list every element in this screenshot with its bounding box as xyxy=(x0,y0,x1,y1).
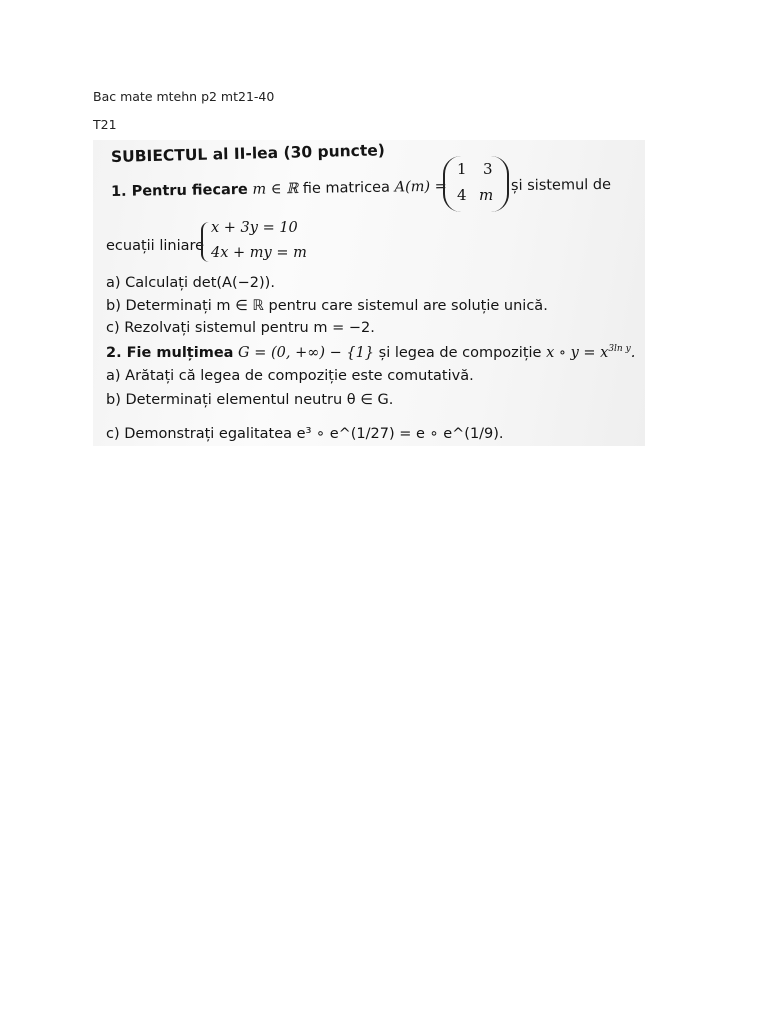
system-brace xyxy=(201,222,211,262)
problem-1a: a) Calculați det(A(−2)). xyxy=(106,275,275,291)
problem-2a: a) Arătați că legea de compoziție este comutativă. xyxy=(106,368,474,384)
problem-2-law: x ∘ $y = x^{3ln y}$. xyxy=(546,344,636,361)
problem-2-set: G = (0, +∞) − {1} xyxy=(238,344,375,361)
problem-1b: b) Determinați m ∈ ℝ pentru care sistemul are soluție unică. xyxy=(106,298,548,314)
matrix-A xyxy=(443,156,509,212)
document-title-line: Bac mate mtehn p2 mt21-40 xyxy=(93,89,275,104)
system-equation-2: 4x + my = m xyxy=(211,245,307,261)
problem-1-prefix: 1. Pentru fiecare xyxy=(110,181,248,200)
problem-2-law-base: x ∘ y = x xyxy=(546,344,609,361)
document-label-line: T21 xyxy=(93,117,117,132)
linear-equations-label: ecuații liniare xyxy=(106,238,205,254)
scanned-exercise-image xyxy=(93,140,645,446)
problem-1-m-domain: m ∈ ℝ xyxy=(252,181,299,198)
problem-1-mid: fie matricea xyxy=(302,179,391,197)
problem-1-matrix-name: A(m) = xyxy=(394,178,447,196)
problem-2-intro xyxy=(106,344,635,361)
problem-2c: c) Demonstrați egalitatea e³ ∘ e^(1/27) = e ∘ e^(1/9). xyxy=(106,426,504,442)
problem-2-law-exponent: 3ln y xyxy=(608,344,631,354)
exam-subject-title: SUBIECTUL al II-lea (30 puncte) xyxy=(110,141,386,166)
system-equation-1: x + 3y = 10 xyxy=(211,220,298,236)
problem-1-suffix: și sistemul de xyxy=(510,176,612,194)
problem-2b: b) Determinați elementul neutru θ ∈ G. xyxy=(106,392,394,408)
problem-2-mid: și legea de compoziție xyxy=(378,344,542,361)
matrix-cell: 4 xyxy=(457,186,467,204)
matrix-cell: m xyxy=(479,186,494,204)
matrix-cell: 3 xyxy=(483,160,493,178)
problem-2-prefix: 2. Fie mulțimea xyxy=(106,344,234,361)
matrix-cell: 1 xyxy=(457,160,467,178)
problem-1c: c) Rezolvați sistemul pentru m = −2. xyxy=(106,320,375,336)
